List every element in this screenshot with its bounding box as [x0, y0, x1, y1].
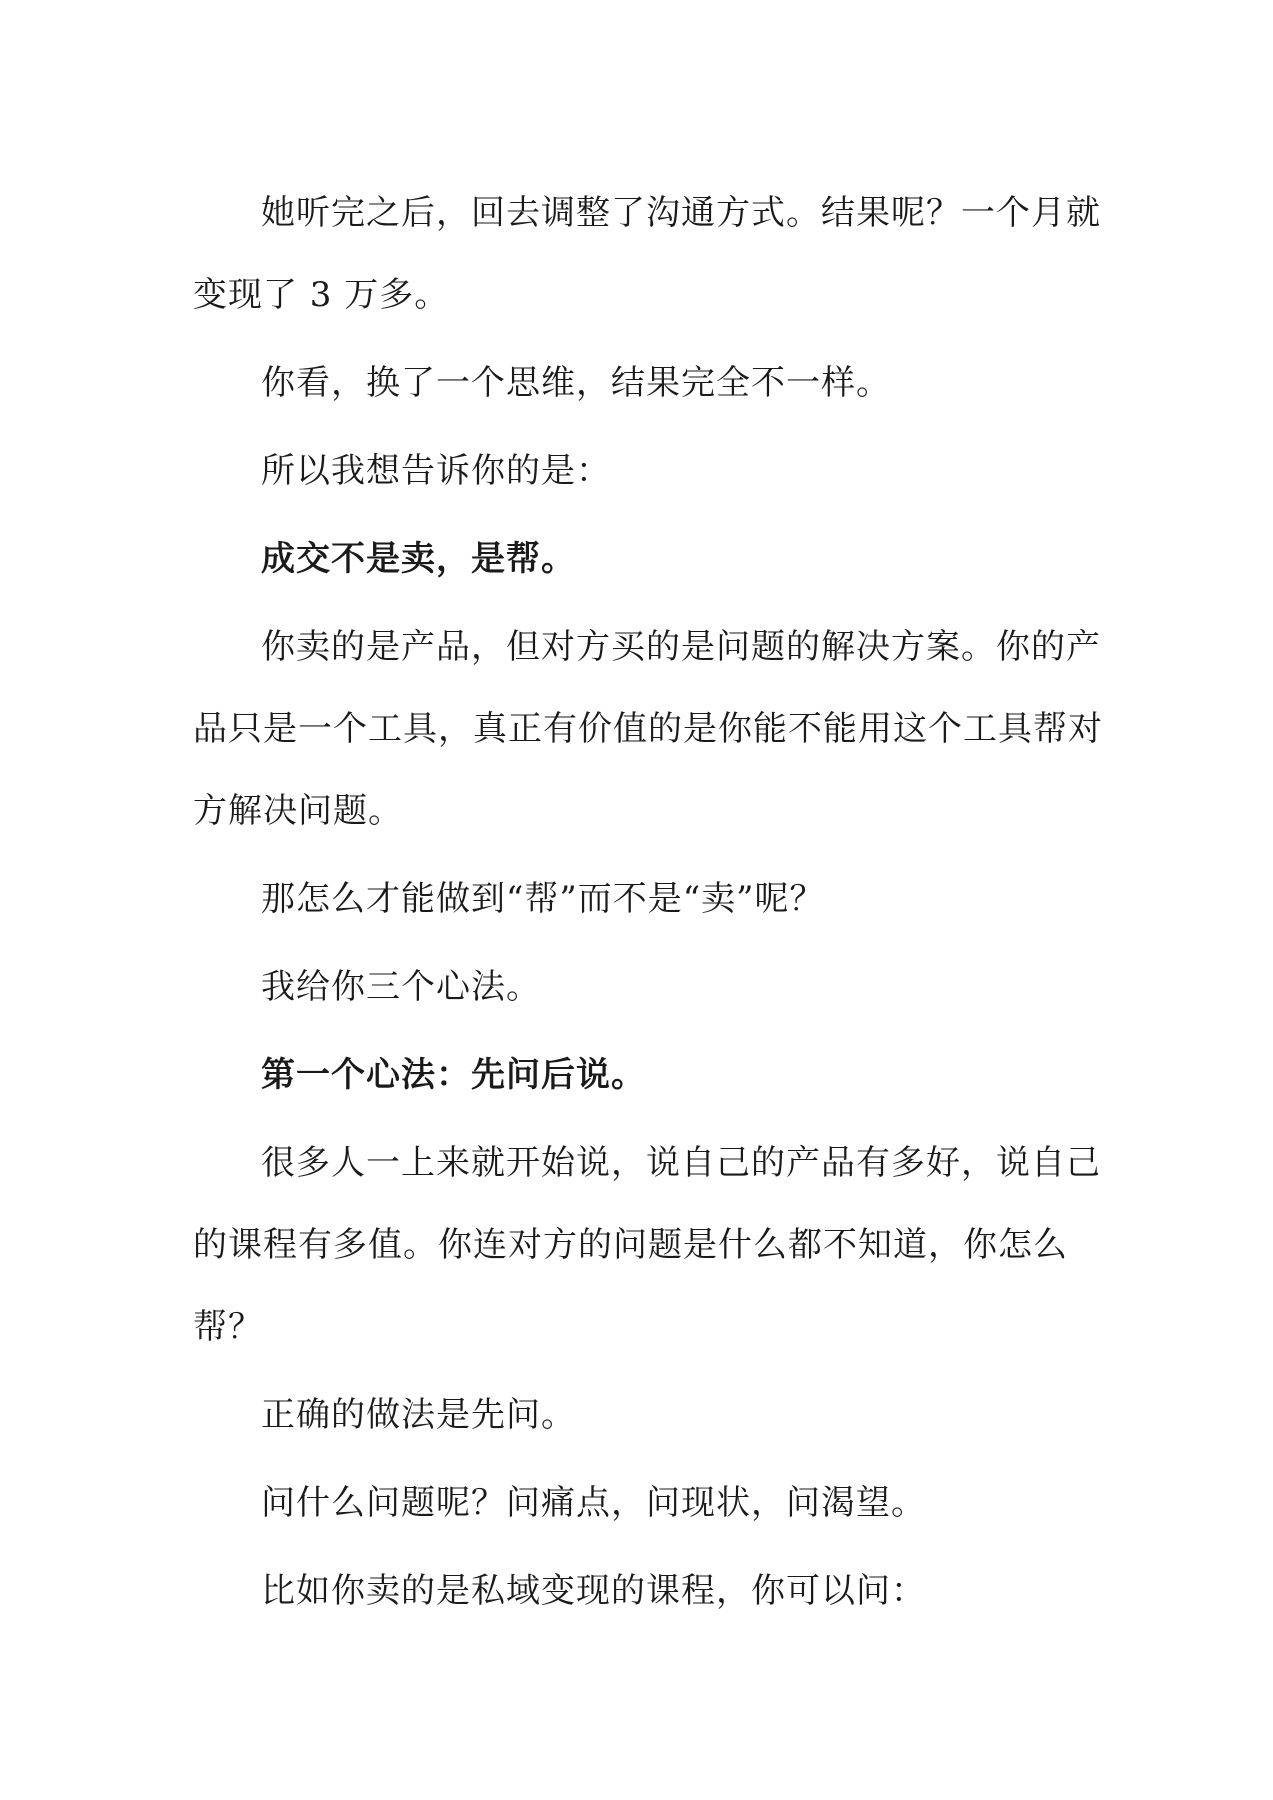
document-body: [193, 172, 1103, 1638]
paragraph-4-heading: [193, 518, 1083, 600]
paragraph-11: [193, 1462, 1083, 1544]
paragraph-2: [193, 342, 1083, 424]
paragraph-8-heading: [193, 1034, 1083, 1116]
paragraph-line: 她听完之后，回去调整了沟通方式。结果呢？一个月就: [261, 193, 1101, 233]
paragraph-line: 你卖的是产品，但对方买的是问题的解决方案。你的产: [261, 627, 1101, 667]
paragraph-line: 帮？: [193, 1307, 263, 1347]
paragraph-line: 所以我想告诉你的是：: [261, 451, 611, 491]
paragraph-1: [193, 172, 1101, 336]
paragraph-6: [193, 858, 1083, 940]
paragraph-5: [193, 606, 1103, 852]
bold-heading-line: 成交不是卖，是帮。: [261, 539, 576, 579]
paragraph-3: [193, 430, 1083, 512]
paragraph-7: [193, 946, 1083, 1028]
paragraph-line: 问什么问题呢？问痛点，问现状，问渴望。: [261, 1483, 926, 1523]
paragraph-12: [193, 1550, 1083, 1632]
paragraph-line: 变现了 3 万多。: [193, 275, 450, 315]
paragraph-line: 很多人一上来就开始说，说自己的产品有多好，说自己: [261, 1143, 1101, 1183]
paragraph-line: 你看，换了一个思维，结果完全不一样。: [261, 363, 891, 403]
paragraph-9: [193, 1122, 1101, 1368]
paragraph-line: 我给你三个心法。: [261, 967, 541, 1007]
bold-heading-line: 第一个心法：先问后说。: [261, 1055, 646, 1095]
paragraph-line: 方解决问题。: [193, 791, 403, 831]
paragraph-line: 的课程有多值。你连对方的问题是什么都不知道，你怎么: [193, 1225, 1068, 1265]
paragraph-line: 比如你卖的是私域变现的课程，你可以问：: [261, 1571, 926, 1611]
paragraph-line: 那怎么才能做到“帮”而不是“卖”呢？: [261, 879, 825, 919]
paragraph-line: 品只是一个工具，真正有价值的是你能不能用这个工具帮对: [193, 709, 1103, 749]
paragraph-10: [193, 1374, 1083, 1456]
paragraph-line: 正确的做法是先问。: [261, 1395, 576, 1435]
